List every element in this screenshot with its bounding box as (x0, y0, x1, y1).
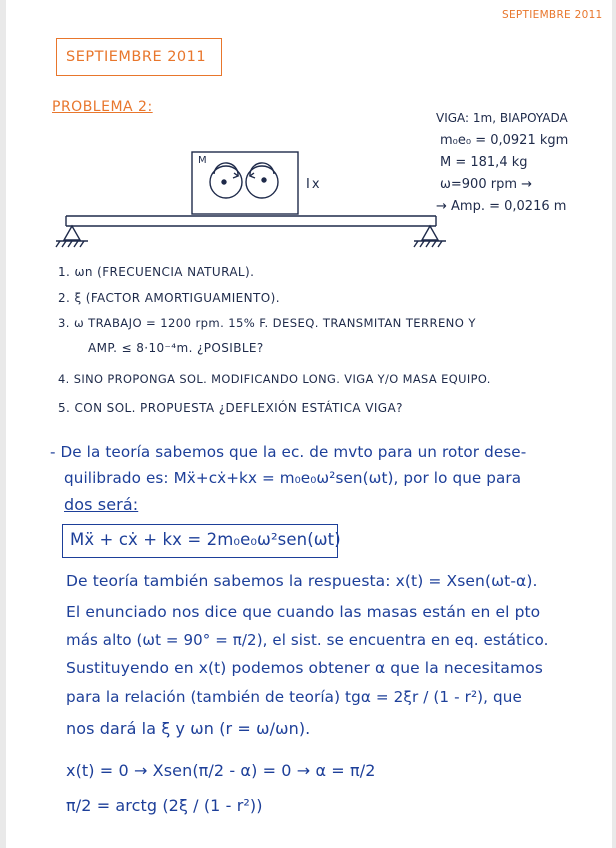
solution-line-12: π/2 = arctg (2ξ / (1 - r²)) (66, 796, 263, 815)
data-line-amplitude: → Amp. = 0,0216 m (436, 199, 567, 214)
solution-line-8: Sustituyendo en x(t) podemos obtener α que la necesitamos (66, 659, 543, 677)
machine-box (192, 152, 298, 214)
solution-line-9: para la relación (también de teoría) tgα = 2ξr / (1 - r²), que (66, 688, 522, 706)
question-5: 5. CON SOL. PROPUESTA ¿DEFLEXIÓN ESTÁTICA VIGA? (58, 401, 403, 415)
support-right (422, 226, 438, 240)
question-2: 2. ξ (FACTOR AMORTIGUAMIENTO). (58, 291, 280, 305)
question-3: 3. ω TRABAJO = 1200 rpm. 15% F. DESEQ. TRANSMITAN TERRENO Y (58, 316, 476, 330)
solution-line-2: quilibrado es: Mẍ+cẋ+kx = m₀e₀ω²sen(ωt), por lo que para (64, 469, 522, 487)
solution-line-7: más alto (ωt = 90° = π/2), el sist. se encuentra en eq. estático. (66, 631, 549, 649)
solution-line-10: nos dará la ξ y ωn (r = ω/ωn). (66, 719, 311, 738)
support-left (64, 226, 80, 240)
solution-line-6: El enunciado nos dice que cuando las masas están en el pto (66, 603, 541, 621)
question-1: 1. ωn (FRECUENCIA NATURAL). (58, 265, 255, 279)
data-line-beam: VIGA: 1m, BIAPOYADA (436, 111, 568, 125)
data-line-speed: ω=900 rpm → (440, 177, 533, 192)
solution-line-11: x(t) = 0 → Xsen(π/2 - α) = 0 → α = π/2 (66, 761, 376, 780)
inertia-label: Ix (306, 177, 322, 192)
question-3-cont: AMP. ≤ 8·10⁻⁴m. ¿POSIBLE? (88, 341, 264, 355)
data-line-mass: M = 181,4 kg (440, 155, 528, 170)
motor-label: M (198, 155, 207, 166)
solution-line-5: De teoría también sabemos la respuesta: x(t) = Xsen(ωt-α). (66, 572, 538, 590)
problem-heading: PROBLEMA 2: (52, 99, 153, 115)
beam-diagram (6, 0, 612, 260)
notebook-page (6, 0, 612, 848)
corner-header: SEPTIEMBRE 2011 (502, 9, 603, 21)
equation-boxed: Mẍ + cẋ + kx = 2m₀e₀ω²sen(ωt) (70, 530, 341, 549)
solution-line-3: dos será: (64, 495, 139, 514)
question-4: 4. SINO PROPONGA SOL. MODIFICANDO LONG. VIGA Y/O MASA EQUIPO. (58, 372, 491, 386)
solution-line-1: - De la teoría sabemos que la ec. de mvto para un rotor dese- (50, 443, 527, 461)
data-line-unbalance: m₀e₀ = 0,0921 kgm (440, 133, 569, 148)
title-text: SEPTIEMBRE 2011 (66, 49, 207, 65)
